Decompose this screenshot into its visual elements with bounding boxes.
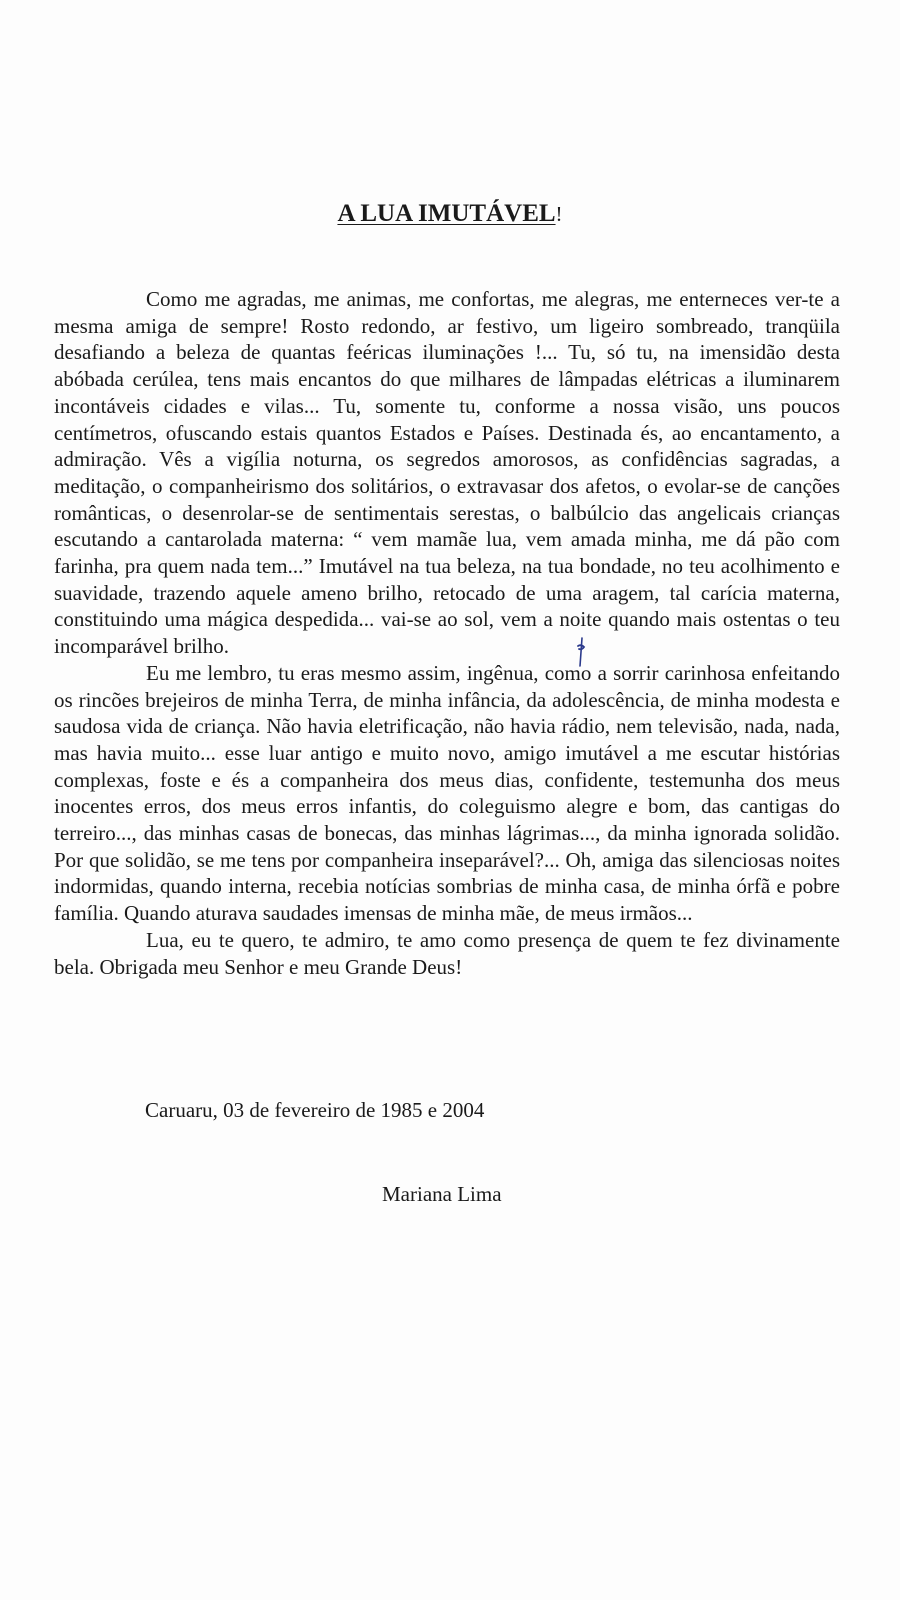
paragraph-1: Como me agradas, me animas, me confortas, me alegras, me enterneces ver-te a mesma amiga de sempre! Rosto redondo, ar festivo, um ligeiro sombreado, tranqüila desafiando a beleza de quantas feéricas iluminações !... Tu, só tu, na imensidão desta abóbada cerúlea, tens mais encantos do que milhares de lâmpadas elétricas a iluminarem incontáveis cidades e vilas... Tu, somente tu, conforme a nossa visão, uns poucos centímetros, ofuscando estais quantos Estados e Países. Destinada és, ao encantamento, a admiração. Vês a vigília noturna, os segredos amorosos, as confidências sagradas, a meditação, o companheirismo dos solitários, o extravasar dos afetos, o evolar-se de canções românticas, o desenrolar-se de sentimentais serestas, o balbúlcio das angelicais crianças escutando a cantarolada materna: “ vem mamãe lua, vem amada minha, me dá pão com farinha, pra quem nada tem...” Imutável na tua beleza, na tua bondade, no teu acolhimento e suavidade, trazendo aquele ameno brilho, retocado de uma aragem, tal carícia materna, constituindo uma mágica despedida... vai-se ao sol, vem a noite quando mais ostentas o teu incomparável brilho. (54, 287, 840, 659)
title-exclamation: ! (555, 202, 563, 226)
poem-body (54, 286, 840, 980)
paragraph-2: Eu me lembro, tu eras mesmo assim, ingênua, como a sorrir carinhosa enfeitando os rincões brejeiros de minha Terra, de minha infância, da adolescência, de minha modesta e saudosa vida de criança. Não havia eletrificação, não havia rádio, nem televisão, nada, nada, mas havia muito... esse luar antigo e muito novo, amigo imutável a me escutar histórias complexas, foste e és a companheira dos meus dias, confidente, testemunha dos meus inocentes erros, dos meus erros infantis, do coleguismo alegre e bom, das cantigas do terreiro..., das minhas casas de bonecas, das minhas lágrimas..., da minha ignorada solidão. Por que solidão, se me tens por companheira inseparável?... Oh, amiga das silenciosas noites indormidas, quando interna, recebia notícias sombrias de minha casa, de minha órfã e pobre família. Quando aturava saudades imensas de minha mãe, de meus irmãos... (54, 660, 840, 926)
title-text: A LUA IMUTÁVEL (337, 200, 556, 227)
ink-correction-mark (576, 636, 586, 668)
place-date-line: Caruaru, 03 de fevereiro de 1985 e 2004 (145, 1098, 485, 1122)
document-title (0, 198, 900, 230)
paragraph-3: Lua, eu te quero, te admiro, te amo como presença de quem te fez divinamente bela. Obrigada meu Senhor e meu Grande Deus! (54, 927, 840, 979)
author-signature: Mariana Lima (382, 1182, 502, 1206)
